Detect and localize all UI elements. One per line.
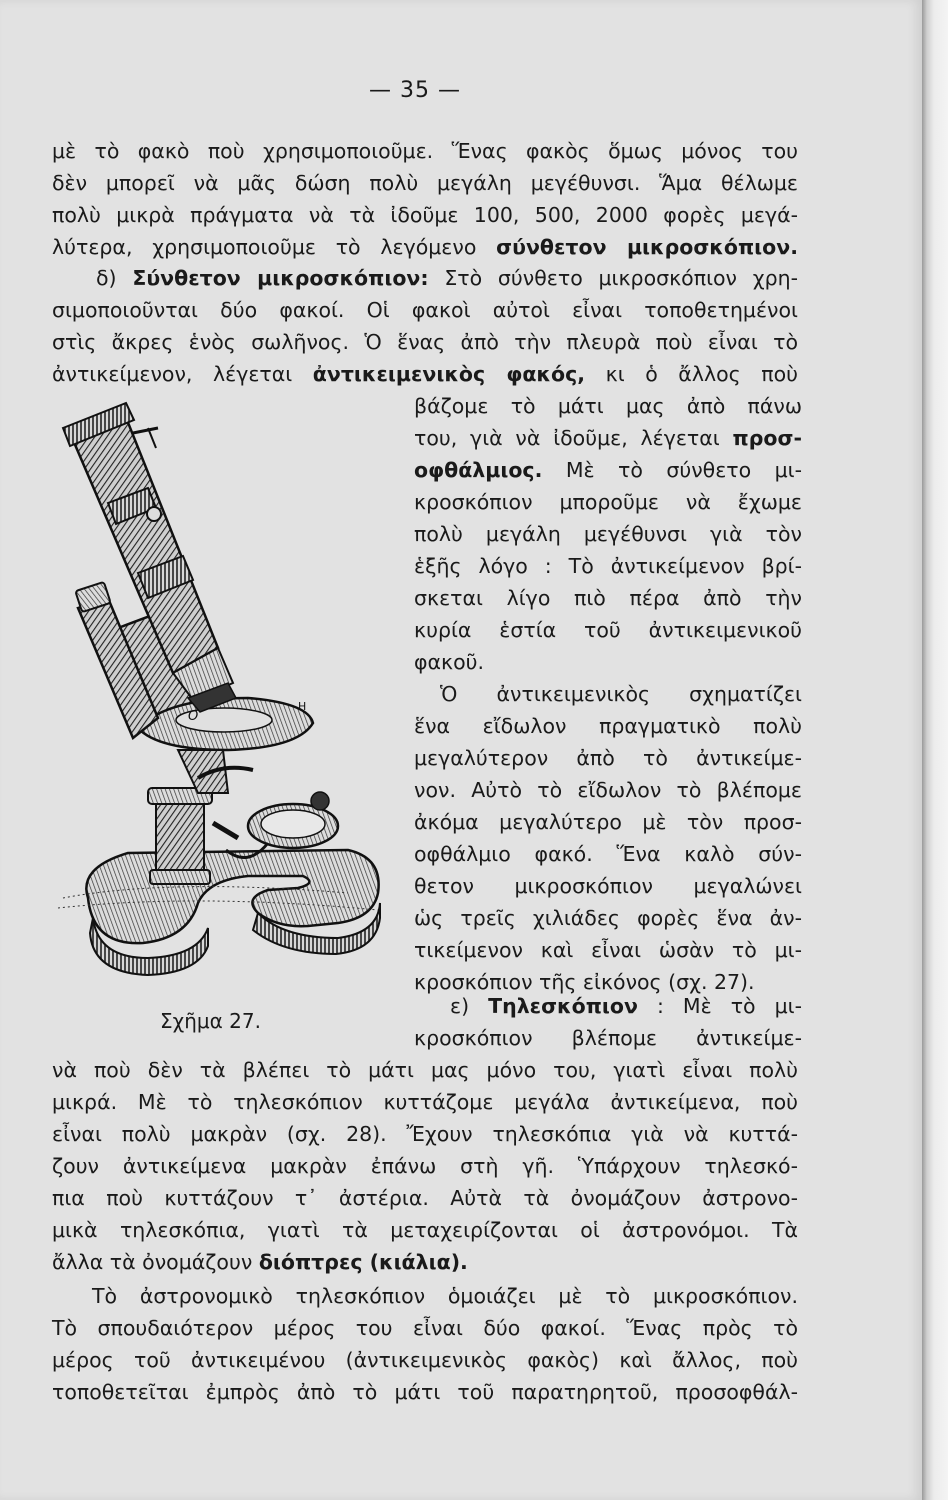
page-edge <box>922 0 948 1500</box>
text-line: ἕνα εἴδωλον πραγματικὸ πολὺ <box>414 714 802 738</box>
text-line: πολὺ μεγάλη μεγέθυνσι γιὰ τὸν <box>414 522 802 546</box>
text-line: κροσκόπιον μποροῦμε νὰ ἔχωμε <box>414 490 802 514</box>
microscope-pillar <box>148 788 212 884</box>
section-label: ε) <box>450 994 470 1018</box>
bold-term: σύνθετον μικροσκόπιον. <box>496 235 798 259</box>
text-line: κυρία ἑστία τοῦ ἀντικειμενικοῦ <box>414 618 802 642</box>
text-line: τικείμενον καὶ εἶναι ὡσὰν τὸ μι- <box>414 938 802 962</box>
text-line: μὲ τὸ φακὸ ποὺ χρησιμοποιοῦμε. Ἕνας φακὸς ὅμως μόνος του <box>52 139 798 163</box>
text-line: σκεται λίγο πιὸ πέρα ἀπὸ τὴν <box>414 586 802 610</box>
text-line: κροσκόπιον βλέπομε ἀντικείμε- <box>414 1026 802 1050</box>
bold-term: διόπτρες (κιάλια). <box>258 1250 468 1274</box>
text-span: κι ὁ ἄλλος ποὺ <box>605 362 798 386</box>
text-span: του, γιὰ νὰ ἰδοῦμε, λέγεται <box>414 426 720 450</box>
text-span: ἀντικείμενον, λέγεται <box>52 362 293 386</box>
figure-label-h: H <box>298 700 307 713</box>
section-label: δ) <box>96 266 117 290</box>
text-line: πολὺ μικρὰ πράγματα νὰ τὰ ἰδοῦμε 100, 500, 2000 φορὲς μεγά- <box>52 203 798 227</box>
text-line <box>96 262 798 294</box>
text-line: ζουν ἀντικείμενα μακρὰν ἐπάνω στὴ γῆ. Ὑπάρχουν τηλεσκό- <box>52 1154 798 1178</box>
text-line: φακοῦ. <box>414 650 485 674</box>
text-line: στὶς ἄκρες ἑνὸς σωλῆνος. Ὁ ἕνας ἀπὸ τὴν πλευρὰ ποὺ εἶναι τὸ <box>52 330 798 354</box>
mirror <box>213 792 338 858</box>
text-line: κροσκόπιον τῆς εἰκόνος (σχ. 27). <box>414 970 755 994</box>
text-line: σιμοποιοῦνται δύο φακοί. Οἱ φακοὶ αὐτοὶ εἶναι τοποθετημένοι <box>52 298 798 322</box>
text-line: Τὸ σπουδαιότερον μέρος του εἶναι δύο φακοί. Ἕνας πρὸς τὸ <box>52 1316 798 1340</box>
text-line: δὲν μπορεῖ νὰ μᾶς δώση πολὺ μεγάλη μεγέθυνσι. Ἅμα θέλωμε <box>52 171 798 195</box>
bold-term: οφθάλμιος. <box>414 458 543 482</box>
text-line <box>52 1246 798 1278</box>
text-line: μικὰ τηλεσκόπια, γιατὶ τὰ μεταχειρίζονται οἱ ἀστρονόμοι. Τὰ <box>52 1218 798 1242</box>
text-line: νὰ ποὺ δὲν τὰ βλέπει τὸ μάτι μας μόνο του, γιατὶ εἶναι πολὺ <box>52 1058 798 1082</box>
text-span: Στὸ σύνθετο μικροσκόπιον χρη- <box>444 266 798 290</box>
figure-label-o: O <box>188 709 199 724</box>
text-line <box>52 231 798 263</box>
text-line: μέρος τοῦ ἀντικειμένου (ἀντικειμενικὸς φακὸς) καὶ ἄλλος, ποὺ <box>52 1348 798 1372</box>
section-heading: Τηλεσκόπιον <box>488 994 638 1018</box>
bold-term: προσ- <box>732 426 802 450</box>
text-line <box>414 454 802 486</box>
text-span: ἄλλα τὰ ὀνομάζουν <box>52 1250 253 1274</box>
microscope-base <box>58 850 380 975</box>
text-line <box>450 990 802 1022</box>
text-line: βάζομε τὸ μάτι μας ἀπὸ πάνω <box>414 394 802 418</box>
microscope-illustration <box>48 398 393 1003</box>
text-line: πια ποὺ κυττάζουν τ᾽ ἀστέρια. Αὐτὰ τὰ ὀνομάζουν ἀστρονο- <box>52 1186 798 1210</box>
text-line <box>414 422 802 454</box>
text-span: λύτερα, χρησιμοποιοῦμε τὸ λεγόμενο <box>52 235 477 259</box>
text-line: Τὸ ἀστρονομικὸ τηλεσκόπιον ὁμοιάζει μὲ τὸ μικροσκόπιον. <box>92 1284 798 1308</box>
text-line: οφθάλμιο φακό. Ἕνα καλὸ σύν- <box>414 842 802 866</box>
text-line: ἀκόμα μεγαλύτερο μὲ τὸν προσ- <box>414 810 802 834</box>
text-line: ὡς τρεῖς χιλιάδες φορὲς ἕνα ἀν- <box>414 906 802 930</box>
text-span: Μὲ τὸ σύνθετο μι- <box>565 458 802 482</box>
text-line: μικρά. Μὲ τὸ τηλεσκόπιον κυττάζομε μεγάλα ἀντικείμενα, ποὺ <box>52 1090 798 1114</box>
text-line: θετον μικροσκόπιον μεγαλώνει <box>414 874 802 898</box>
text-line <box>52 358 798 390</box>
text-line: Ὁ ἀντικειμενικὸς σχηματίζει <box>440 682 802 706</box>
text-line: τοποθετεῖται ἐμπρὸς ἀπὸ τὸ μάτι τοῦ παρατηρητοῦ, προσοφθάλ- <box>52 1380 798 1404</box>
page-number: — 35 — <box>369 78 461 103</box>
figure-caption: Σχῆμα 27. <box>160 1009 261 1033</box>
text-line: μεγαλύτερον ἀπὸ τὸ ἀντικείμε- <box>414 746 802 770</box>
text-line: ἑξῆς λόγο : Τὸ ἀντικείμενον βρί- <box>414 554 802 578</box>
section-heading: Σύνθετον μικροσκόπιον: <box>132 266 429 290</box>
text-line: νον. Αὐτὸ τὸ εἴδωλον τὸ βλέπομε <box>414 778 802 802</box>
text-span: : Μὲ τὸ μι- <box>656 994 802 1018</box>
bold-term: ἀντικειμενικὸς φακός, <box>312 362 586 386</box>
text-line: εἶναι πολὺ μακρὰν (σχ. 28). Ἔχουν τηλεσκόπια γιὰ νὰ κυττά- <box>52 1122 798 1146</box>
